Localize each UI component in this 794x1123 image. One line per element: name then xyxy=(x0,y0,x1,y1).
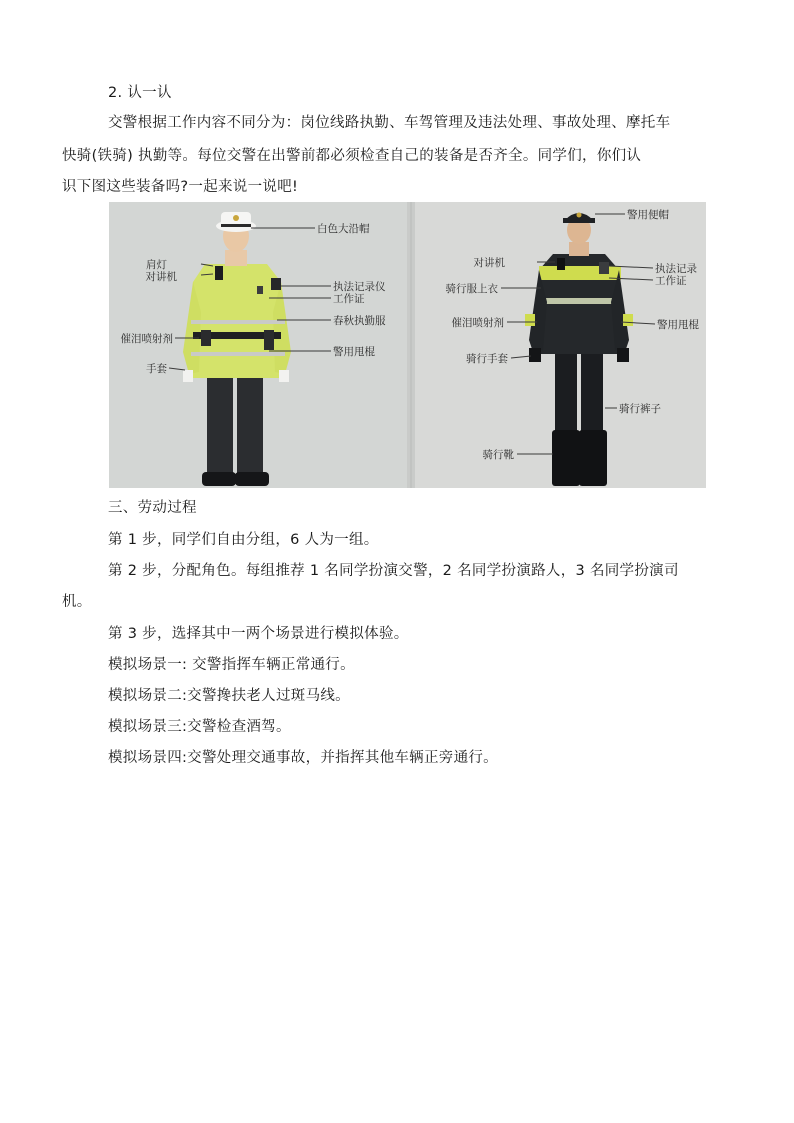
label-white-hat: 白色大沿帽 xyxy=(317,223,370,235)
label-id-card-right: 工作证 xyxy=(655,275,687,287)
label-riding-jacket: 骑行服上衣 xyxy=(445,283,498,295)
label-recorder-left: 执法记录仪 xyxy=(333,281,386,293)
label-baton-right: 警用甩棍 xyxy=(657,319,699,331)
label-riding-boots: 骑行靴 xyxy=(482,449,514,461)
step-1: 第 1 步，同学们自由分组，6 人为一组。 xyxy=(108,532,379,548)
label-gloves-left: 手套 xyxy=(146,363,167,375)
scene-1: 模拟场景一: 交警指挥车辆正常通行。 xyxy=(108,657,355,673)
scene-2: 模拟场景二:交警搀扶老人过斑马线。 xyxy=(108,688,350,704)
label-baton-left: 警用甩棍 xyxy=(333,346,375,358)
step-3: 第 3 步，选择其中一两个场景进行模拟体验。 xyxy=(108,626,409,642)
step-2-line-1: 第 2 步，分配角色。每组推荐 1 名同学扮演交警，2 名同学扮演路人，3 名同学扮演司 xyxy=(108,563,679,579)
label-uniform: 春秋执勤服 xyxy=(333,315,386,327)
label-pepper-spray-right: 催泪喷射剂 xyxy=(451,317,504,329)
intro-paragraph-line-3: 识下图这些装备吗?一起来说一说吧! xyxy=(62,179,299,195)
scene-3: 模拟场景三:交警检查酒驾。 xyxy=(108,719,291,735)
label-recorder-right: 执法记录 xyxy=(655,263,697,275)
label-cap: 警用便帽 xyxy=(627,209,669,221)
scene-4: 模拟场景四:交警处理交通事故，并指挥其他车辆正旁通行。 xyxy=(108,750,498,766)
label-shoulder-light: 肩灯 xyxy=(146,259,167,271)
intro-paragraph-line-1: 交警根据工作内容不同分为：岗位线路执勤、车驾管理及违法处理、事故处理、摩托车 xyxy=(108,115,671,131)
label-riding-gloves: 骑行手套 xyxy=(466,353,508,365)
section-3-heading: 三、劳动过程 xyxy=(108,500,197,516)
label-radio-left: 对讲机 xyxy=(145,271,177,283)
step-2-line-2: 机。 xyxy=(62,594,92,610)
label-riding-pants: 骑行裤子 xyxy=(619,403,661,415)
label-radio-right: 对讲机 xyxy=(473,257,505,269)
label-pepper-spray-left: 催泪喷射剂 xyxy=(120,333,173,345)
police-equipment-figure xyxy=(109,202,706,488)
label-id-card-left: 工作证 xyxy=(333,293,365,305)
intro-paragraph-line-2: 快骑(铁骑) 执勤等。每位交警在出警前都必须检查自己的装备是否齐全。同学们，你们认 xyxy=(62,148,642,164)
section-2-heading: 2. 认一认 xyxy=(108,85,172,101)
